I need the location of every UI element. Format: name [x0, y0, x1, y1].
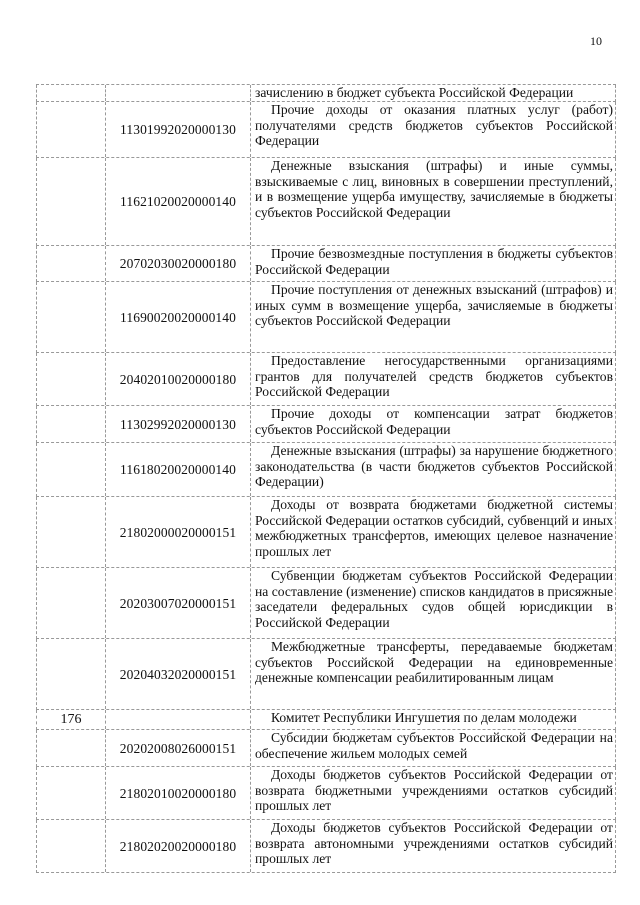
- row-number: 176: [37, 710, 106, 729]
- row-number: [37, 443, 106, 496]
- revenue-code: 20202008026000151: [106, 730, 251, 766]
- table-row: [36, 85, 616, 102]
- revenue-description: Комитет Республики Ингушетия по делам молодежи: [271, 710, 577, 725]
- row-number: [37, 158, 106, 245]
- table-row: [36, 710, 616, 730]
- revenue-code: 11618020020000140: [106, 443, 251, 496]
- revenue-code: [106, 710, 251, 729]
- revenue-description: Доходы от возврата бюджетами бюджетной системы Российской Федерации остатков субсидий, субвенций и иных межбюджетных трансфертов, имеющих целевое назначение прошлых лет: [255, 497, 613, 560]
- revenue-code: 20203007020000151: [106, 568, 251, 638]
- revenue-description: Межбюджетные трансферты, передаваемые бюджетам субъектов Российской Федерации на единовременные денежные компенсации реабилитированным лицам: [255, 639, 613, 686]
- table-row: [36, 443, 616, 497]
- row-number: [37, 730, 106, 766]
- table-row: [36, 158, 616, 246]
- table-row: [36, 639, 616, 710]
- table-row: [36, 406, 616, 443]
- revenue-description: Прочие безвозмездные поступления в бюджеты субъектов Российской Федерации: [255, 246, 613, 277]
- table-row: [36, 497, 616, 568]
- table-row: [36, 730, 616, 767]
- revenue-code: 11301992020000130: [106, 102, 251, 157]
- revenue-description: Прочие доходы от компенсации затрат бюджетов субъектов Российской Федерации: [255, 406, 613, 437]
- revenue-code: 21802000020000151: [106, 497, 251, 567]
- row-number: [37, 406, 106, 442]
- table-row: [36, 767, 616, 820]
- revenue-codes-table: [36, 84, 616, 873]
- revenue-code: 11690020020000140: [106, 282, 251, 352]
- table-row: [36, 282, 616, 353]
- revenue-description: Прочие поступления от денежных взысканий (штрафов) и иных сумм в возмещение ущерба, зачисляемые в бюджеты субъектов Российской Федерации: [255, 282, 613, 329]
- row-number: [37, 568, 106, 638]
- revenue-description: Субвенции бюджетам субъектов Российской Федерации на составление (изменение) списков кандидатов в присяжные заседатели федеральных судов общей юрисдикции в Российской Федерации: [255, 568, 613, 631]
- revenue-code: 11621020020000140: [106, 158, 251, 245]
- table-row: [36, 102, 616, 158]
- revenue-code: 11302992020000130: [106, 406, 251, 442]
- table-row: [36, 353, 616, 406]
- table-row: [36, 246, 616, 282]
- revenue-description: Прочие доходы от оказания платных услуг (работ) получателями средств бюджетов субъектов Российской Федерации: [255, 102, 613, 149]
- row-number: [37, 497, 106, 567]
- row-number: [37, 282, 106, 352]
- table-row: [36, 568, 616, 639]
- revenue-description: Денежные взыскания (штрафы) за нарушение бюджетного законодательства (в части бюджетов субъектов Российской Федерации): [255, 443, 613, 490]
- revenue-code: 21802020020000180: [106, 820, 251, 872]
- revenue-code: 20204032020000151: [106, 639, 251, 709]
- page-number: 10: [590, 34, 602, 48]
- revenue-description: Доходы бюджетов субъектов Российской Федерации от возврата автономными учреждениями остатков субсидий прошлых лет: [255, 820, 613, 867]
- revenue-code: 21802010020000180: [106, 767, 251, 819]
- table-row: [36, 820, 616, 873]
- row-number: [37, 85, 106, 101]
- revenue-description: Доходы бюджетов субъектов Российской Федерации от возврата бюджетными учреждениями остатков субсидий прошлых лет: [255, 767, 613, 814]
- row-number: [37, 353, 106, 405]
- revenue-description: Субсидии бюджетам субъектов Российской Федерации на обеспечение жильем молодых семей: [255, 730, 613, 761]
- row-number: [37, 639, 106, 709]
- row-number: [37, 246, 106, 281]
- revenue-code: 20402010020000180: [106, 353, 251, 405]
- row-number: [37, 767, 106, 819]
- revenue-description: Денежные взыскания (штрафы) и иные суммы, взыскиваемые с лиц, виновных в совершении преступлений, и в возмещение ущерба имуществу, зачисляемые в бюджеты субъектов Российской Федерации: [255, 158, 613, 221]
- revenue-description: Предоставление негосударственными организациями грантов для получателей средств бюджетов субъектов Российской Федерации: [255, 353, 613, 400]
- revenue-code: 20702030020000180: [106, 246, 251, 281]
- row-number: [37, 102, 106, 157]
- revenue-code: [106, 85, 251, 101]
- revenue-description: зачислению в бюджет субъекта Российской Федерации: [255, 85, 574, 100]
- row-number: [37, 820, 106, 872]
